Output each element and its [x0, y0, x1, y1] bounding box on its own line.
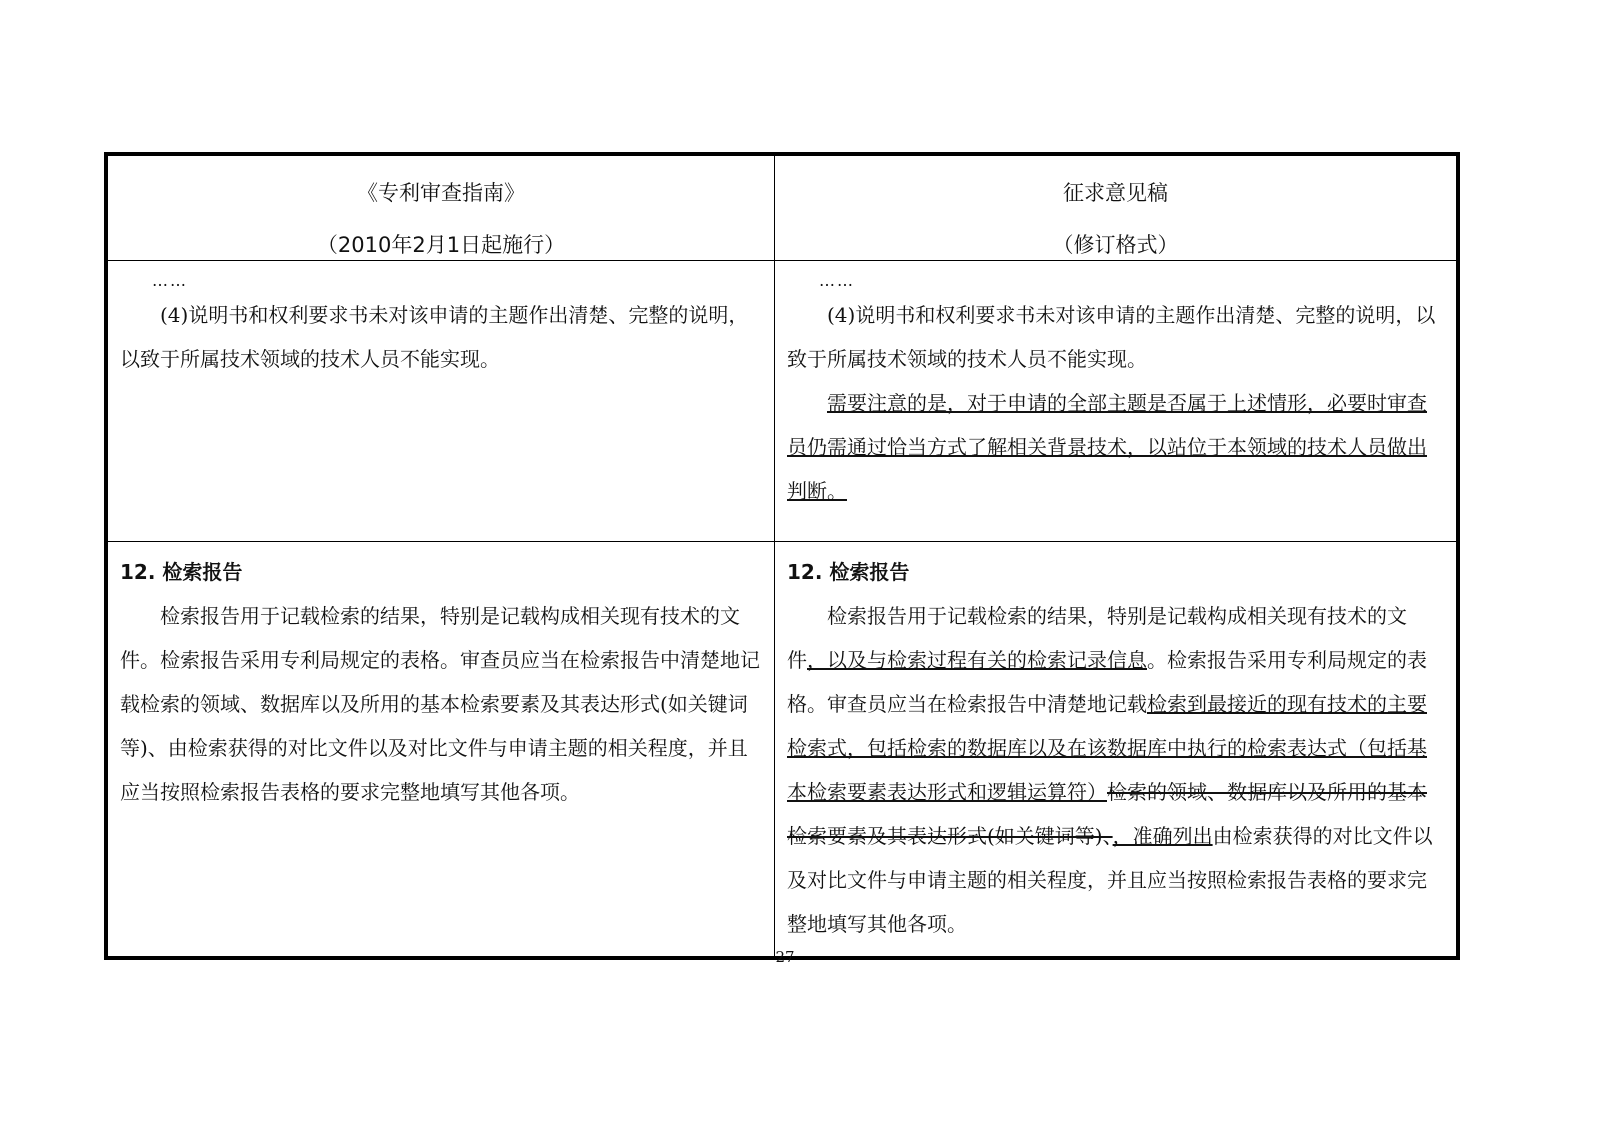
comparison-table [104, 152, 1460, 960]
inserted-text: 需要注意的是，对于申请的全部主题是否属于上述情形，必要时审查员仍需通过恰当方式了解相关背景技术，以站位于本领域的技术人员做出判断。 [787, 391, 1427, 503]
row2-right-paragraph [787, 594, 1446, 946]
page-number: 27 [775, 948, 795, 966]
text-segment: 由检索获得的对比文件以及对比文件与申请主题的相关程度，并且应当按照检索报告表格的要求完整地填写其他各项。 [787, 824, 1433, 936]
inserted-text: ，准确列出 [1112, 824, 1213, 848]
left-column-subtitle: （2010年2月1日起施行） [316, 233, 566, 257]
ellipsis: …… [819, 271, 855, 290]
row1-right-paragraph: (4)说明书和权利要求书未对该申请的主题作出清楚、完整的说明，以致于所属技术领域的技术人员不能实现。 [787, 303, 1436, 371]
row2-left-cell [106, 542, 775, 959]
ellipsis: …… [152, 271, 188, 290]
inserted-text: ，以及与检索过程有关的检索记录信息 [807, 648, 1147, 672]
section-title: 12. 检索报告 [787, 560, 910, 584]
right-column-title: 征求意见稿 [1063, 181, 1168, 205]
row2-right-cell [775, 542, 1459, 959]
header-left-cell [106, 154, 775, 261]
row1-right-cell [775, 261, 1459, 542]
deleted-text: 检索的领域、数据库以及所用的基本检索要素及其表达形式(如关键词等)、 [787, 780, 1427, 848]
row-search-report [106, 542, 1458, 959]
header-row [106, 154, 1458, 261]
left-column-title: 《专利审查指南》 [357, 181, 525, 205]
header-right-cell [775, 154, 1459, 261]
text-segment: 检索报告用于记载检索的结果，特别是记载构成相关现有技术的文件 [787, 604, 1407, 672]
text-segment: 。检索报告采用专利局规定的表格。审查员应当在检索报告中清楚地记载 [787, 648, 1427, 716]
row-unclear-disclosure [106, 261, 1458, 542]
row1-left-paragraph: (4)说明书和权利要求书未对该申请的主题作出清楚、完整的说明，以致于所属技术领域的技术人员不能实现。 [120, 303, 749, 371]
row2-left-paragraph: 检索报告用于记载检索的结果，特别是记载构成相关现有技术的文件。检索报告采用专利局规定的表格。审查员应当在检索报告中清楚地记载检索的领域、数据库以及所用的基本检索要素及其表达形式(如关键词等)、由检索获得的对比文件以及对比文件与申请主题的相关程度，并且应当按照检索报告表格的要求完整地填写其他各项。 [120, 604, 760, 804]
inserted-text: 检索到最接近的现有技术的主要检索式，包括检索的数据库以及在该数据库中执行的检索表达式（包括基本检索要素表达形式和逻辑运算符） [787, 692, 1427, 804]
right-column-subtitle: （修订格式） [1052, 233, 1179, 257]
section-title: 12. 检索报告 [120, 560, 243, 584]
row1-left-cell [106, 261, 775, 542]
